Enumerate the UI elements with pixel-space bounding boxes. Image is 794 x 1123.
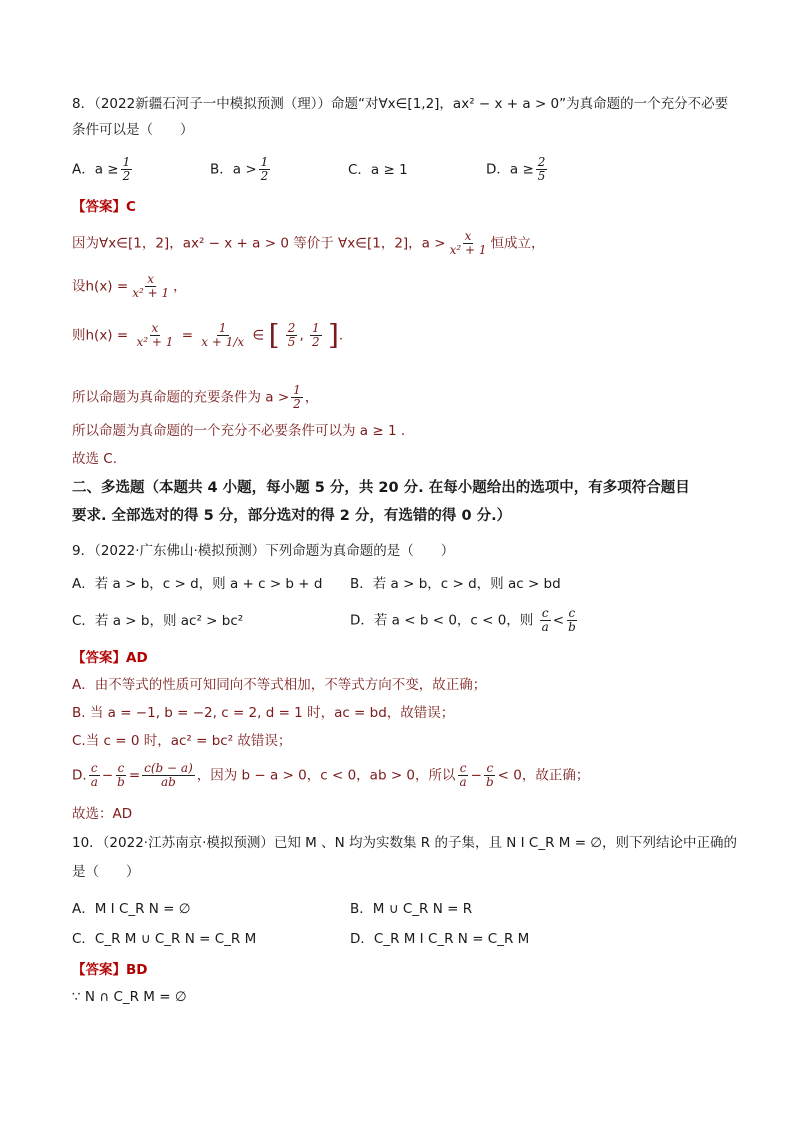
q10-option-a: A．M I C_R N = ∅ — [72, 901, 191, 917]
q8-solution-line6: 故选 C. — [72, 451, 118, 467]
q10-answer-tag: 【答案】BD — [72, 962, 148, 978]
q10-option-b: B．M ∪ C_R N = R — [350, 901, 473, 917]
q9-option-c: C．若 a > b，则 ac² > bc² — [72, 613, 244, 629]
q9-answer-tag: 【答案】AD — [72, 650, 148, 666]
q9-option-a: A．若 a > b，c > d，则 a + c > b + d — [72, 576, 323, 592]
q9-solution-d: D. $\frac{c}{a}$ − $\frac{c}{b}$ = $\frac{c(b - a)}{ab}$ ，因为 b − a > 0，c < 0，ab > 0，所以 $\frac{c}{a}$ − $\frac{c}{b}$ < 0，故正确； — [72, 761, 590, 789]
q10-stem-line1: 10．（2022·江苏南京·模拟预测）已知 M 、N 均为实数集 R 的子集，且 N I C_R M = ∅，则下列结论中正确的 — [72, 835, 738, 851]
section2-heading-line2: 要求. 全部选对的得 5 分，部分选对的得 2 分，有选错的得 0 分.） — [72, 508, 512, 524]
q8-solution-line2: 设h(x) = $\frac{x}{\text{x² + 1}}$ ， — [72, 272, 187, 300]
q8-answer-tag: 【答案】C — [72, 199, 136, 215]
q9-stem: 9．（2022·广东佛山·模拟预测）下列命题为真命题的是（ ） — [72, 543, 455, 559]
q10-solution-line1: ∵ N ∩ C_R M = ∅ — [72, 989, 187, 1005]
left-bracket: [ — [268, 318, 280, 352]
q8-option-d: D．a ≥ $\frac{2}{5}$ — [486, 155, 546, 183]
q8-solution-line1: 因为∀x∈[1，2]，ax² − x + a > 0 等价于 ∀x∈[1，2]，a > $\frac{x}{\text{x² + 1}}$ 恒成立， — [72, 229, 545, 257]
q9-option-b: B．若 a > b，c > d，则 ac > bd — [350, 576, 561, 592]
q8-stem-line2: 条件可以是（ ） — [72, 122, 194, 138]
q10-option-c: C．C_R M ∪ C_R N = C_R M — [72, 931, 257, 947]
q8-stem-line1: 8．（2022新疆石河子一中模拟预测（理））命题“对∀x∈[1,2]，ax² − x + a > 0”为真命题的一个充分不必要 — [72, 96, 729, 112]
q8-solution-line3: 则h(x) = $\frac{x}{\text{x² + 1}}$ = $\frac{1}{x + 1/x}$ ∈ [ $\frac{2}{5}$ , $\frac{1}{2}$ ]. — [72, 318, 344, 352]
q10-option-d: D．C_R M I C_R N = C_R M — [350, 931, 530, 947]
q9-solution-c: C.当 c = 0 时，ac² = bc² 故错误； — [72, 733, 292, 749]
q9-solution-b: B. 当 a = −1, b = −2, c = 2, d = 1 时，ac = bd，故错误； — [72, 705, 455, 721]
q8-option-c: C．a ≥ 1 — [348, 162, 408, 178]
right-bracket: ] — [327, 318, 339, 352]
q10-stem-line2: 是（ ） — [72, 864, 140, 880]
q8-solution-line5: 所以命题为真命题的一个充分不必要条件可以为 a ≥ 1 . — [72, 423, 406, 439]
section2-heading-line1: 二、多选题（本题共 4 小题，每小题 5 分，共 20 分. 在每小题给出的选项中，有多项符合题目 — [72, 480, 690, 496]
q8-option-b: B．a > $\frac{1}{2}$ — [210, 155, 269, 183]
q9-option-d: D．若 a < b < 0，c < 0，则 $\frac{c}{a}$ < $\frac{c}{b}$ — [350, 606, 576, 634]
q9-conclusion: 故选：AD — [72, 806, 133, 822]
q8-solution-line4: 所以命题为真命题的充要条件为 a > $\frac{1}{2}$ ， — [72, 383, 319, 411]
q8-option-a: A．a ≥ $\frac{1}{2}$ — [72, 155, 131, 183]
q9-solution-a: A．由不等式的性质可知同向不等式相加，不等式方向不变，故正确； — [72, 677, 487, 693]
